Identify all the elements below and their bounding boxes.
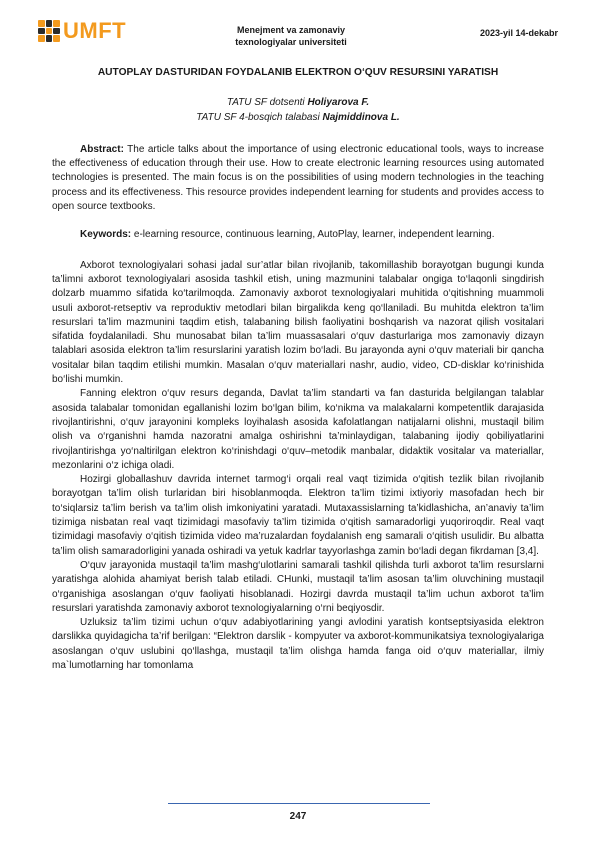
abstract-text: The article talks about the importance of using electronic educational tools, ways to increase the effectiveness of education through their use. How to create electronic learning resources using automated technologies is presented. The main focus is on the possibilities of using modern technologies in the teaching process and its effectiveness. This resource provides independent learning for students and provides access to open source textbooks. (52, 143, 544, 213)
page-header (38, 14, 558, 54)
university-line-2: texnologiyalar universiteti (235, 37, 347, 47)
logo-grid-icon (38, 20, 60, 42)
article-body (52, 66, 544, 673)
author-line-1 (52, 96, 544, 110)
author-2-role: TATU SF 4-bosqich talabasi (196, 111, 323, 123)
university-name (216, 24, 366, 48)
abstract (52, 143, 544, 214)
page-number: 247 (289, 811, 307, 822)
body-paragraph: Fanning elektron o‘quv resurs deganda, Davlat ta’lim standarti va fan dasturida belgilangan talablar asosida talabalar tomonidan egallanishi lozim bo‘lgan bilim, ko‘nikma va malakalarni kompetentlik darajasida rivojlantirishni, o‘quv jarayonini kompleks loyihalash asosida kafolatlangan natijalarni olishni, mustaqil bilim olish va o‘rganishni hamda nazoratni amalga oshirishni ta’minlaydigan, talabaning ijodiy qobiliyatlarini rivojlantirishga yo‘naltirilgan elektron ko‘rinishdagi o‘quv–metodik manbalar, didaktik vositalar va materiallar, mezonlarini o‘z ichiga oladi. (52, 388, 544, 471)
body-paragraph: Axborot texnologiyalari sohasi jadal sur’atlar bilan rivojlanib, takomillashib borayotgan bugungi kunda ta’limni axborot texnologiyalari asosida tashkil etish, uning mazmunini talabalar ongiga to‘laqonli singdirish dolzarb muammo sifatida ko‘tarilmoqda. Zamonaviy axborot texnologiyalari muhitida o‘qitishning muammoli usuli axborot-retseptiv va reproduktiv metodlari bilan birgalikda keng qo‘llaniladi. Bu muhitda elektron ta’lim resurslari ta’lim mazmunini taqdim etish, talabaning bilish faoliyatini boshqarish va nazorat qilish vositalari sifatida foydalaniladi. Shu munosabat bilan ta’lim muassasalari o‘quv dasturlariga mos zamonaviy dizayn talablari asosida elektron ta’lim resurslarini yaratish lozim bo‘ladi. Bu jarayonda ayni o‘quv materiali bir qancha vositalar bilan taqdim etilishi mumkin. Masalan o‘quv materiallari nashr, audio, video, CD-disklar ko‘rinishida bo‘lishi mumkin. (52, 259, 544, 386)
keywords-text: e-learning resource, continuous learning, AutoPlay, learner, independent learning. (131, 229, 495, 241)
footer-rule (168, 803, 430, 804)
abstract-label: Abstract: (80, 143, 124, 155)
logo-text: UMFT (63, 18, 127, 43)
body-paragraph: Uzluksiz ta’lim tizimi uchun o‘quv adabiyotlarining yangi avlodini yaratish kontseptsiyasida elektron darslikka quyidagicha ta’rif berilgan: “Elektron darslik - kompyuter va axborot-kommunikatsiya texnologiyalariga asoslangan o‘quv uslubini qo‘llashga, mustaqil ta’lim olishga hamda fanga oid o‘quv materiallar, ilmiy ma`lumotlarning har tomonlama (52, 617, 544, 671)
author-1-role: TATU SF dotsenti (226, 97, 308, 109)
keywords-label: Keywords: (80, 229, 132, 241)
keywords (52, 228, 544, 242)
author-line-2 (52, 111, 544, 125)
article-title: AUTOPLAY DASTURIDAN FOYDALANIB ELEKTRON O‘QUV RESURSINI YARATISH (97, 67, 499, 78)
body-paragraph: Hozirgi globallashuv davrida internet tarmog‘i orqali real vaqt tizimida o‘qitish tezlik bilan rivojlanib borayotgan ta’lim olish turlaridan biri hisoblanmoqda. Elektron ta’lim tizimi ixtiyoriy masofadan hech bir to‘siqlarsiz ta’lim berish va ta’lim olish imkoniyatini yaratadi. Mutaxassislarning ta’kidlashicha, an’anaviy ta’lim tizimiga nisbatan real vaqt tizimidagi masofaviy ta’lim tizimida o‘qitish samaradorligi yuqoriroqdir. Real vaqt tizimidagi masofaviy o‘qitish tizimida video ma’ruzalardan foydalanish eng samarali o‘qitish usulidir. Bu albatta ta’lim olish samaradorligini yanada oshiradi va yetuk kadrlar tayyorlashga zamin bo‘ladi degan fikrdaman [3,4]. (52, 474, 544, 557)
author-1-name: Holiyarova F. (307, 97, 370, 109)
body-paragraph: O‘quv jarayonida mustaqil ta’lim mashg‘ulotlarini samarali tashkil qilishda turli axborot ta’lim resurslarni yaratishga alohida ahamiyat berish talab etiladi. CHunki, mustaqil ta’lim asosan ta’lim oluvchining mustaqil o‘rganishiga asoslangan o‘quv faoliyati hisoblanadi. Hozirgi davrda mustaqil ta’lim uchun axborot ta’lim resurslari yaratishda zamonaviy axborot texnologiyalarning o‘rni beqiyosdir. (52, 559, 544, 614)
university-line-1: Menejment va zamonaviy (236, 25, 346, 35)
conference-date: 2023-yil 14-dekabr (479, 28, 558, 38)
umft-logo (38, 20, 126, 42)
author-2-name: Najmiddinova L. (322, 111, 400, 123)
